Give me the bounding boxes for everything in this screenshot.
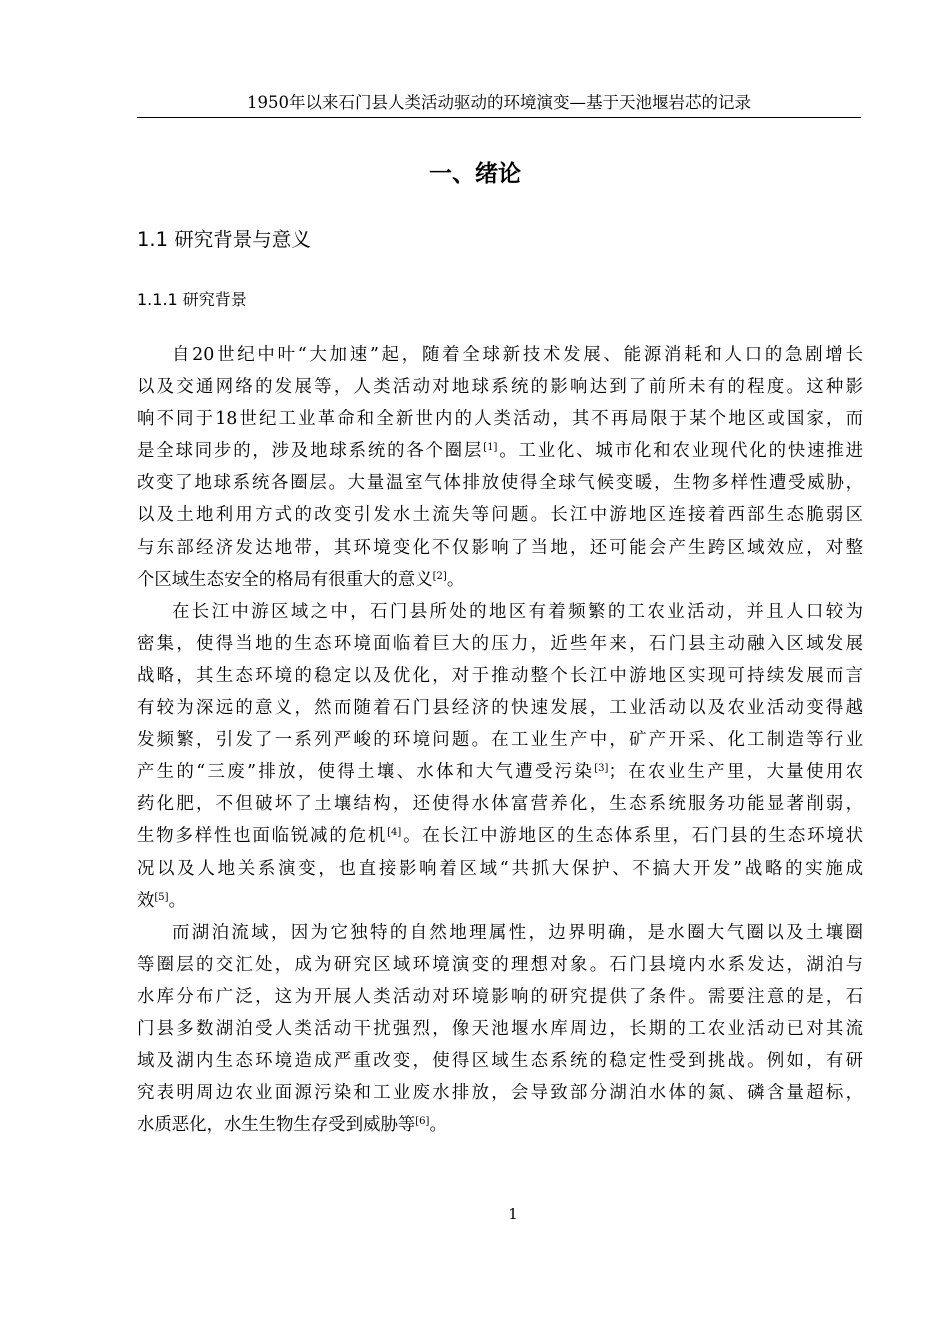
line-text: 自20世纪中叶“大加速”起，随着全球新技术发展、能源消耗和人口的急剧增长 — [172, 345, 863, 365]
citation-ref: [3] — [594, 763, 609, 775]
line-text: 水质恶化，水生生物生存受到威胁等 — [137, 1115, 416, 1136]
line-text: 生物多样性也面临锐减的危机 — [137, 826, 388, 847]
line-text: 密集，使得当地的生态环境面临着巨大的压力，近些年来，石门县主动融入区域发展 — [137, 633, 863, 654]
paragraph-line — [137, 403, 863, 435]
citation-ref: [2] — [432, 570, 447, 582]
paragraph-line — [137, 467, 863, 499]
line-text-after-ref: 。在长江中游地区的生态体系里，石门县的生态环境状 — [401, 826, 863, 847]
line-text: 门县多数湖泊受人类活动干扰强烈，像天池堰水库周边，长期的工农业活动已对其流 — [137, 1018, 863, 1039]
paragraph-line — [137, 339, 863, 371]
paragraph-line — [137, 628, 863, 660]
line-text: 战略，其生态环境的稳定以及优化，对于推动整个长江中游地区实现可持续发展而言 — [137, 665, 863, 686]
line-text: 有较为深远的意义，然而随着石门县经济的快速发展，工业活动以及农业活动变得越 — [137, 698, 863, 719]
paragraph-line — [137, 596, 863, 628]
subsection-title: 1.1.1 研究背景 — [137, 290, 247, 309]
line-text: 响不同于18世纪工业革命和全新世内的人类活动，其不再局限于某个地区或国家，而 — [137, 409, 863, 430]
body-text — [137, 339, 863, 1141]
section-title: 1.1 研究背景与意义 — [137, 228, 311, 251]
running-header: 1950年以来石门县人类活动驱动的环境演变—基于天池堰岩芯的记录 — [137, 92, 861, 118]
paragraph-line — [137, 981, 863, 1013]
paragraph-line — [137, 756, 863, 788]
line-text-after-ref: ；在农业生产里，大量使用农 — [608, 762, 863, 783]
line-text: 是全球同步的，涉及地球系统的各个圈层 — [137, 441, 484, 462]
paragraph-line — [137, 917, 863, 949]
paragraph-line — [137, 885, 863, 917]
line-text: 况以及人地关系演变，也直接影响着区域“共抓大保护、不搞大开发”战略的实施成 — [137, 858, 863, 879]
paragraph-line — [137, 788, 863, 820]
line-text: 效 — [137, 890, 155, 911]
line-text: 发频繁，引发了一系列严峻的环境问题。在工业生产中，矿产开采、化工制造等行业 — [137, 730, 863, 751]
line-text-after-ref: 。工业化、城市化和农业现代化的快速推进 — [497, 441, 863, 462]
paragraph-line — [137, 1045, 863, 1077]
paragraph-line — [137, 564, 863, 596]
paragraph-line — [137, 1077, 863, 1109]
paragraph-line — [137, 1109, 863, 1141]
citation-ref: [5] — [154, 891, 169, 903]
line-text: 药化肥，不但破坏了土壤结构，还使得水体富营养化，生态系统服务功能显著削弱， — [137, 794, 863, 815]
paragraph-line — [137, 435, 863, 467]
line-text-after-ref: 。 — [168, 890, 186, 911]
line-text: 在长江中游区域之中，石门县所处的地区有着频繁的工农业活动，并且人口较为 — [172, 601, 863, 622]
paragraph-line — [137, 820, 863, 852]
line-text-after-ref: 。 — [446, 569, 465, 590]
paragraph-line — [137, 660, 863, 692]
line-text: 产生的“三废”排放，使得土壤、水体和大气遭受污染 — [137, 762, 595, 783]
line-text: 以及土地利用方式的改变引发水土流失等问题。长江中游地区连接着西部生态脆弱区 — [137, 505, 863, 526]
paragraph-line — [137, 692, 863, 724]
line-text: 以及交通网络的发展等，人类活动对地球系统的影响达到了前所未有的程度。这种影 — [137, 377, 863, 398]
citation-ref: [6] — [415, 1116, 430, 1128]
line-text: 改变了地球系统各圈层。大量温室气体排放使得全球气候变暖，生物多样性遭受威胁， — [137, 473, 863, 494]
line-text: 等圈层的交汇处，成为研究区域环境演变的理想对象。石门县境内水系发达，湖泊与 — [137, 954, 863, 975]
line-text: 而湖泊流域，因为它独特的自然地理属性，边界明确，是水圈大气圈以及土壤圈 — [172, 922, 863, 943]
paragraph-line — [137, 499, 863, 531]
chapter-title: 一、绪论 — [429, 161, 521, 187]
citation-ref: [1] — [483, 442, 498, 454]
paragraph-line — [137, 1013, 863, 1045]
paragraph-line — [137, 371, 863, 403]
line-text: 究表明周边农业面源污染和工业废水排放，会导致部分湖泊水体的氮、磷含量超标， — [137, 1083, 863, 1104]
paragraph-line — [137, 724, 863, 756]
line-text: 个区域生态安全的格局有很重大的意义 — [137, 569, 433, 590]
line-text: 域及湖内生态环境造成严重改变，使得区域生态系统的稳定性受到挑战。例如，有研 — [137, 1051, 863, 1072]
paragraph-line — [137, 853, 863, 885]
page-number: 1 — [508, 1205, 518, 1223]
line-text-after-ref: 。 — [429, 1115, 447, 1136]
line-text: 水库分布广泛，这为开展人类活动对环境影响的研究提供了条件。需要注意的是，石 — [137, 986, 863, 1007]
paragraph-line — [137, 949, 863, 981]
paragraph-line — [137, 532, 863, 564]
citation-ref: [4] — [387, 827, 402, 839]
line-text: 与东部经济发达地带，其环境变化不仅影响了当地，还可能会产生跨区域效应，对整 — [137, 537, 863, 558]
